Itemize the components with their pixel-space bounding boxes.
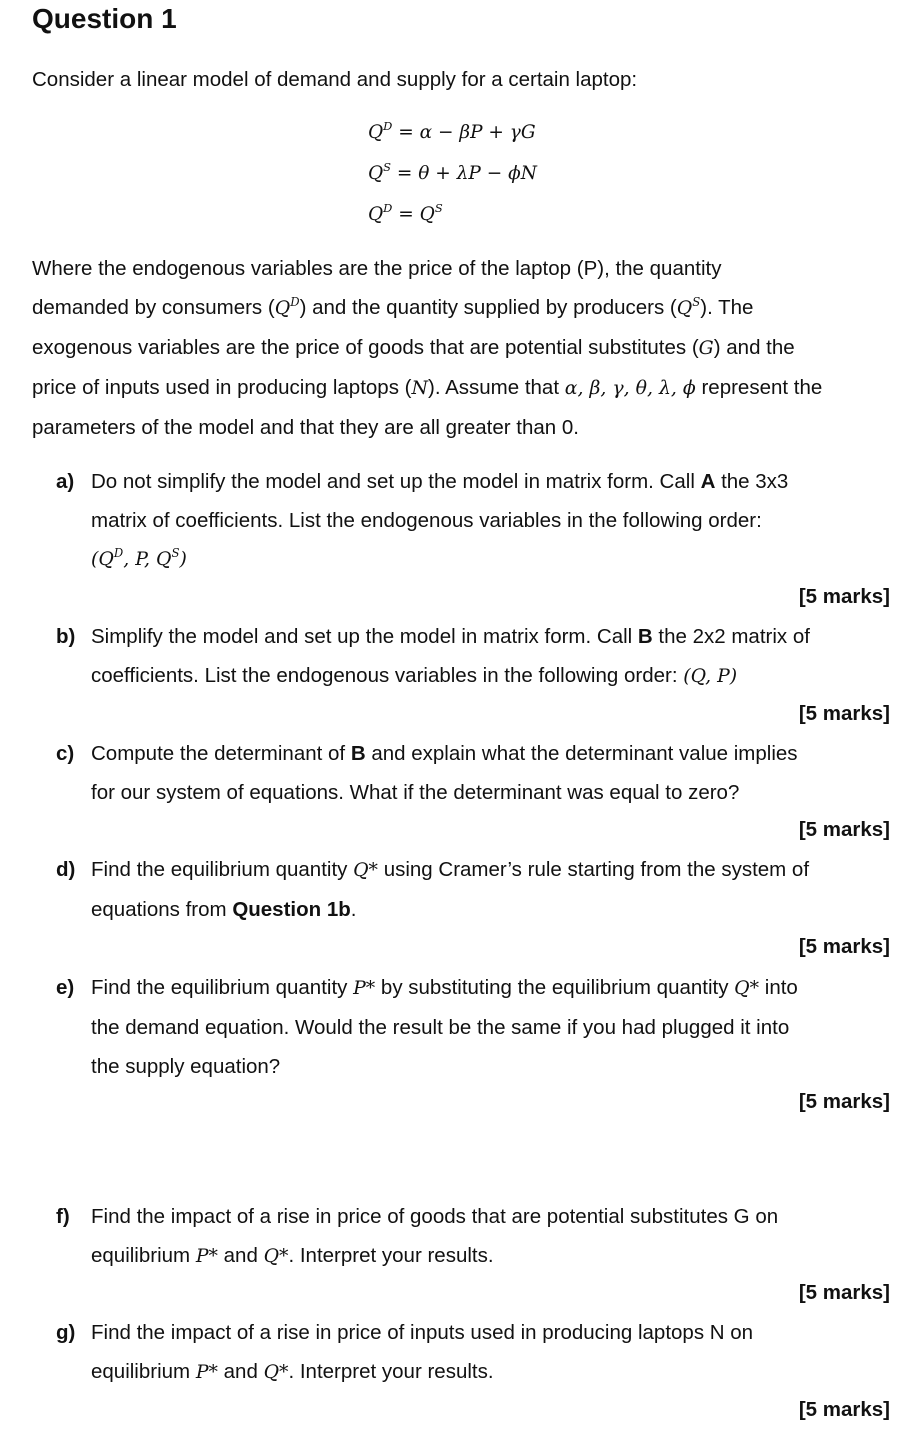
part-c-text: Compute the determinant of B and explain what the determinant value implies for our system of equations. What if the determinant was equal to zero? bbox=[91, 742, 798, 804]
part-e-text: Find the equilibrium quantity P* by substituting the equilibrium quantity Q* into the demand equation. Would the result be the same if you had plugged it into the supply equation? bbox=[91, 976, 798, 1078]
supply-equation: $Q^S = \theta + \lambda P - \phi N$ bbox=[368, 159, 537, 184]
demand-equation: $Q^D = \alpha - \beta P + \gamma G$ bbox=[368, 118, 536, 143]
part-g-marks: [5 marks] bbox=[798, 1398, 890, 1421]
variable-description: Where the endogenous variables are the price of the laptop (P), the quantity demanded by consumers $(Q^D)$ and the quantity supplied by producers $(Q^S)$. The exogenous variables are the price of goods that are potential substitutes (G) and the price of inputs used in producing laptops (N). Assume that α, β, γ, θ, λ, ϕ represent the parameters of the model and that they are all greater than 0. bbox=[32, 257, 823, 439]
part-a-text: Do not simplify the model and set up the model in matrix form. Call A the 3x3 matrix of coefficients. List the endogenous variables in the following order: ($Q^D$, P, $Q^S$) bbox=[91, 470, 789, 570]
intro-text: Consider a linear model of demand and supply for a certain laptop: bbox=[32, 68, 638, 91]
part-g-label: g) bbox=[56, 1321, 76, 1344]
part-d-label: d) bbox=[56, 858, 76, 881]
part-d-text: Find the equilibrium quantity Q* using Cramer’s rule starting from the system of equations from Question 1b. bbox=[91, 858, 810, 921]
equation-block bbox=[368, 112, 537, 235]
part-c-marks: [5 marks] bbox=[798, 818, 890, 841]
part-a-marks: [5 marks] bbox=[798, 585, 890, 608]
part-f-label: f) bbox=[56, 1205, 70, 1228]
part-c-label: c) bbox=[56, 742, 75, 765]
part-g-text: Find the impact of a rise in price of inputs used in producing laptops N on equilibrium P* and Q*. Interpret your results. bbox=[91, 1321, 754, 1383]
part-e-label: e) bbox=[56, 976, 75, 999]
part-f-text: Find the impact of a rise in price of goods that are potential substitutes G on equilibrium P* and Q*. Interpret your results. bbox=[91, 1205, 779, 1267]
part-d-marks: [5 marks] bbox=[798, 935, 890, 958]
part-a-label: a) bbox=[56, 470, 75, 493]
part-f-marks: [5 marks] bbox=[798, 1281, 890, 1304]
part-b-text: Simplify the model and set up the model in matrix form. Call B the 2x2 matrix of coefficients. List the endogenous variables in the following order: (Q, P) bbox=[91, 625, 810, 687]
question-title: Question 1 bbox=[32, 3, 177, 34]
part-b-marks: [5 marks] bbox=[798, 702, 890, 725]
part-e-marks: [5 marks] bbox=[798, 1090, 890, 1113]
part-b-label: b) bbox=[56, 625, 76, 648]
equilibrium-condition: $Q^D = Q^S$ bbox=[368, 200, 443, 225]
